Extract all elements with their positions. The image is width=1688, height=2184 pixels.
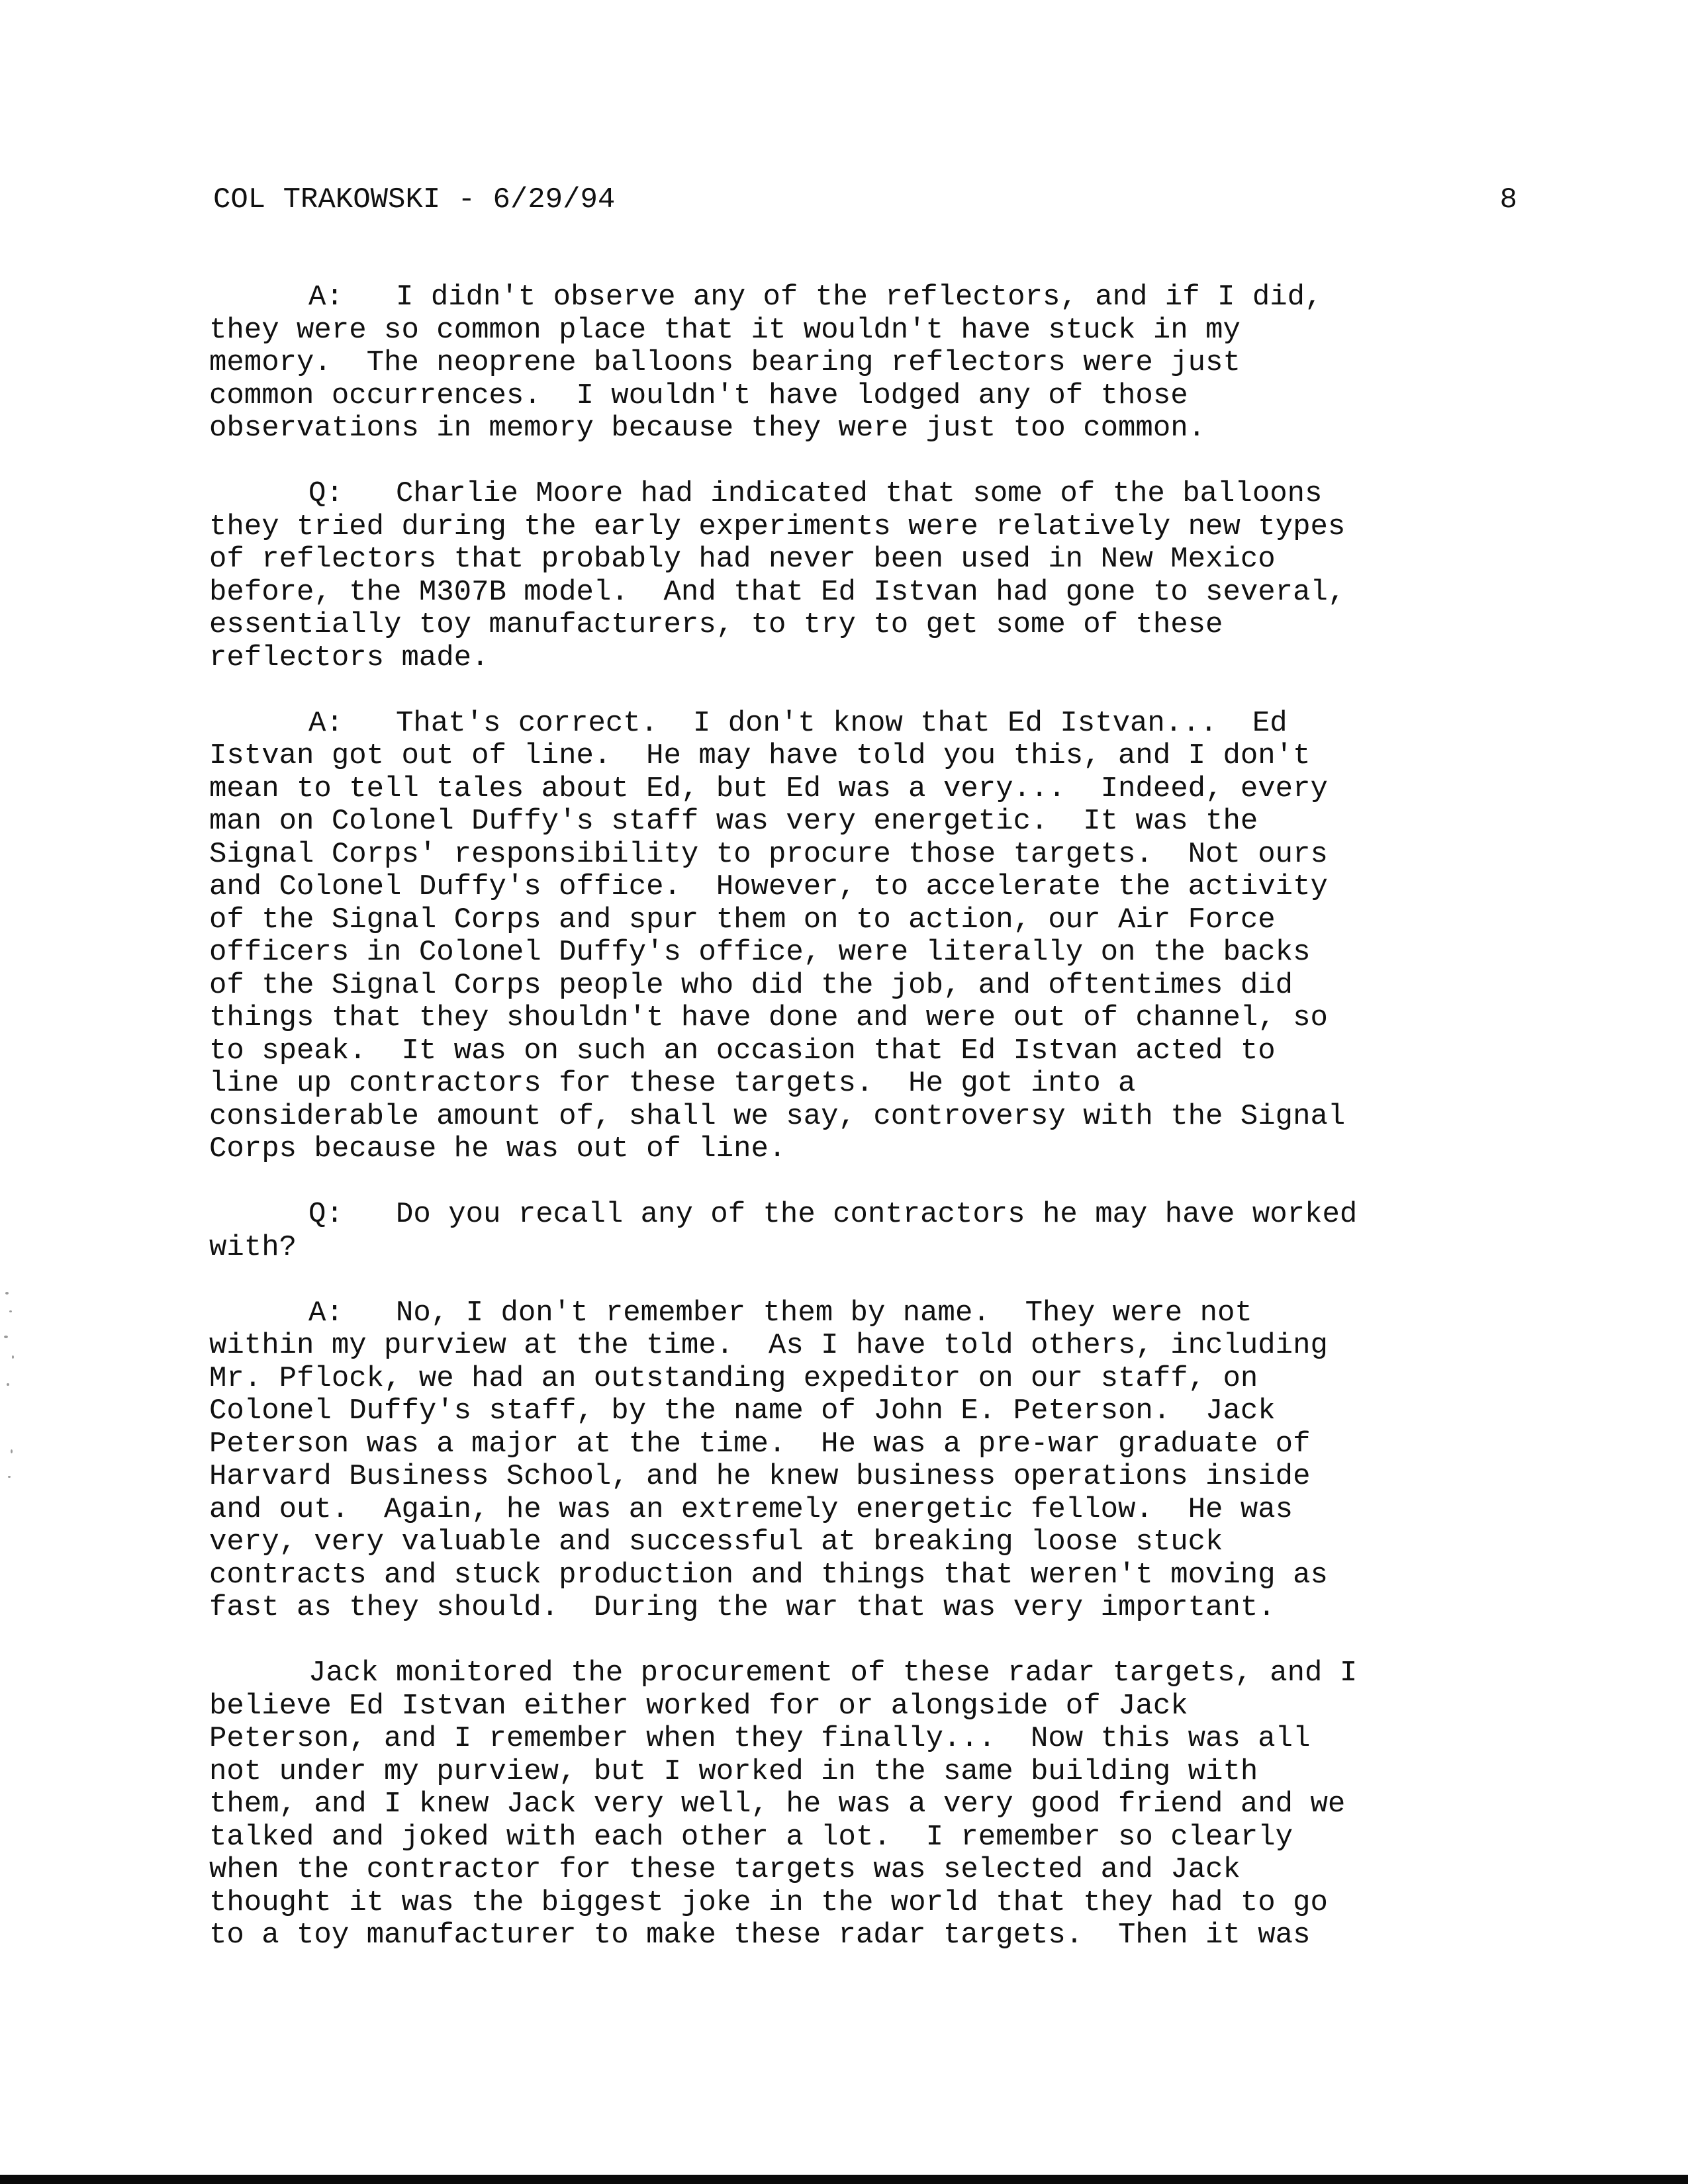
text-line: Mr. Pflock, we had an outstanding expeditor on our staff, on [209, 1361, 1258, 1395]
scan-specks [0, 1284, 26, 1535]
text-line: Q: Charlie Moore had indicated that some of the balloons [308, 477, 1323, 510]
transcript-paragraph [209, 281, 1526, 445]
text-line: officers in Colonel Duffy's office, were literally on the backs [209, 936, 1311, 969]
text-line: Istvan got out of line. He may have told you this, and I don't [209, 739, 1311, 772]
text-line: line up contractors for these targets. He got into a [209, 1067, 1136, 1100]
transcript-paragraph [209, 707, 1526, 1166]
text-line: very, very valuable and successful at breaking loose stuck [209, 1525, 1223, 1559]
transcript-paragraph [209, 1297, 1526, 1625]
text-line: Colonel Duffy's staff, by the name of John E. Peterson. Jack [209, 1394, 1276, 1428]
transcript-body [209, 281, 1526, 1985]
transcript-paragraph [209, 1199, 1526, 1264]
text-line: A: No, I don't remember them by name. They were not [308, 1296, 1252, 1330]
text-line: Signal Corps' responsibility to procure those targets. Not ours [209, 837, 1328, 871]
text-line: they tried during the early experiments were relatively new types [209, 510, 1346, 543]
document-title: COL TRAKOWSKI - 6/29/94 [213, 183, 616, 216]
text-line: of the Signal Corps people who did the job, and oftentimes did [209, 968, 1293, 1002]
page-number: 8 [1499, 183, 1517, 216]
text-line: Q: Do you recall any of the contractors he may have worked [308, 1198, 1358, 1231]
text-line: and Colonel Duffy's office. However, to accelerate the activity [209, 870, 1328, 903]
text-line: essentially toy manufacturers, to try to get some of these [209, 608, 1223, 641]
text-line: thought it was the biggest joke in the world that they had to go [209, 1886, 1328, 1919]
text-line: of the Signal Corps and spur them on to action, our Air Force [209, 903, 1276, 936]
text-line: A: I didn't observe any of the reflectors, and if I did, [308, 281, 1323, 314]
text-line: contracts and stuck production and things that weren't moving as [209, 1558, 1328, 1592]
text-line: not under my purview, but I worked in the same building with [209, 1754, 1258, 1788]
text-line: to speak. It was on such an occasion that Ed Istvan acted to [209, 1034, 1276, 1068]
transcript-paragraph [209, 1657, 1526, 1952]
text-line: Corps because he was out of line. [209, 1132, 786, 1165]
text-line: them, and I knew Jack very well, he was a very good friend and we [209, 1788, 1346, 1821]
page-bottom-edge [0, 2175, 1688, 2184]
text-line: before, the M307B model. And that Ed Istvan had gone to several, [209, 575, 1346, 609]
text-line: they were so common place that it wouldn't have stuck in my [209, 313, 1241, 347]
text-line: when the contractor for these targets was selected and Jack [209, 1853, 1241, 1886]
text-line: talked and joked with each other a lot. I remember so clearly [209, 1820, 1293, 1854]
text-line: with? [209, 1230, 297, 1264]
text-line: Peterson was a major at the time. He was a pre-war graduate of [209, 1427, 1311, 1461]
text-line: A: That's correct. I don't know that Ed Istvan... Ed [308, 706, 1288, 740]
text-line: common occurrences. I wouldn't have lodged any of those [209, 379, 1188, 412]
text-line: Jack monitored the procurement of these radar targets, and I [308, 1657, 1358, 1690]
text-line: mean to tell tales about Ed, but Ed was a very... Indeed, every [209, 772, 1328, 805]
page-header [213, 180, 1517, 220]
text-line: fast as they should. During the war that was very important. [209, 1591, 1276, 1624]
text-line: considerable amount of, shall we say, controversy with the Signal [209, 1099, 1346, 1133]
text-line: of reflectors that probably had never been used in New Mexico [209, 543, 1276, 576]
transcript-paragraph [209, 478, 1526, 674]
text-line: observations in memory because they were just too common. [209, 412, 1206, 445]
text-line: and out. Again, he was an extremely energetic fellow. He was [209, 1492, 1293, 1526]
text-line: Harvard Business School, and he knew business operations inside [209, 1460, 1311, 1493]
text-line: believe Ed Istvan either worked for or alongside of Jack [209, 1689, 1188, 1723]
text-line: within my purview at the time. As I have told others, including [209, 1329, 1328, 1362]
text-line: reflectors made. [209, 641, 489, 674]
text-line: to a toy manufacturer to make these radar targets. Then it was [209, 1919, 1311, 1952]
text-line: memory. The neoprene balloons bearing reflectors were just [209, 346, 1241, 379]
text-line: man on Colonel Duffy's staff was very energetic. It was the [209, 805, 1258, 838]
text-line: Peterson, and I remember when they finally... Now this was all [209, 1722, 1311, 1755]
text-line: things that they shouldn't have done and were out of channel, so [209, 1001, 1328, 1034]
